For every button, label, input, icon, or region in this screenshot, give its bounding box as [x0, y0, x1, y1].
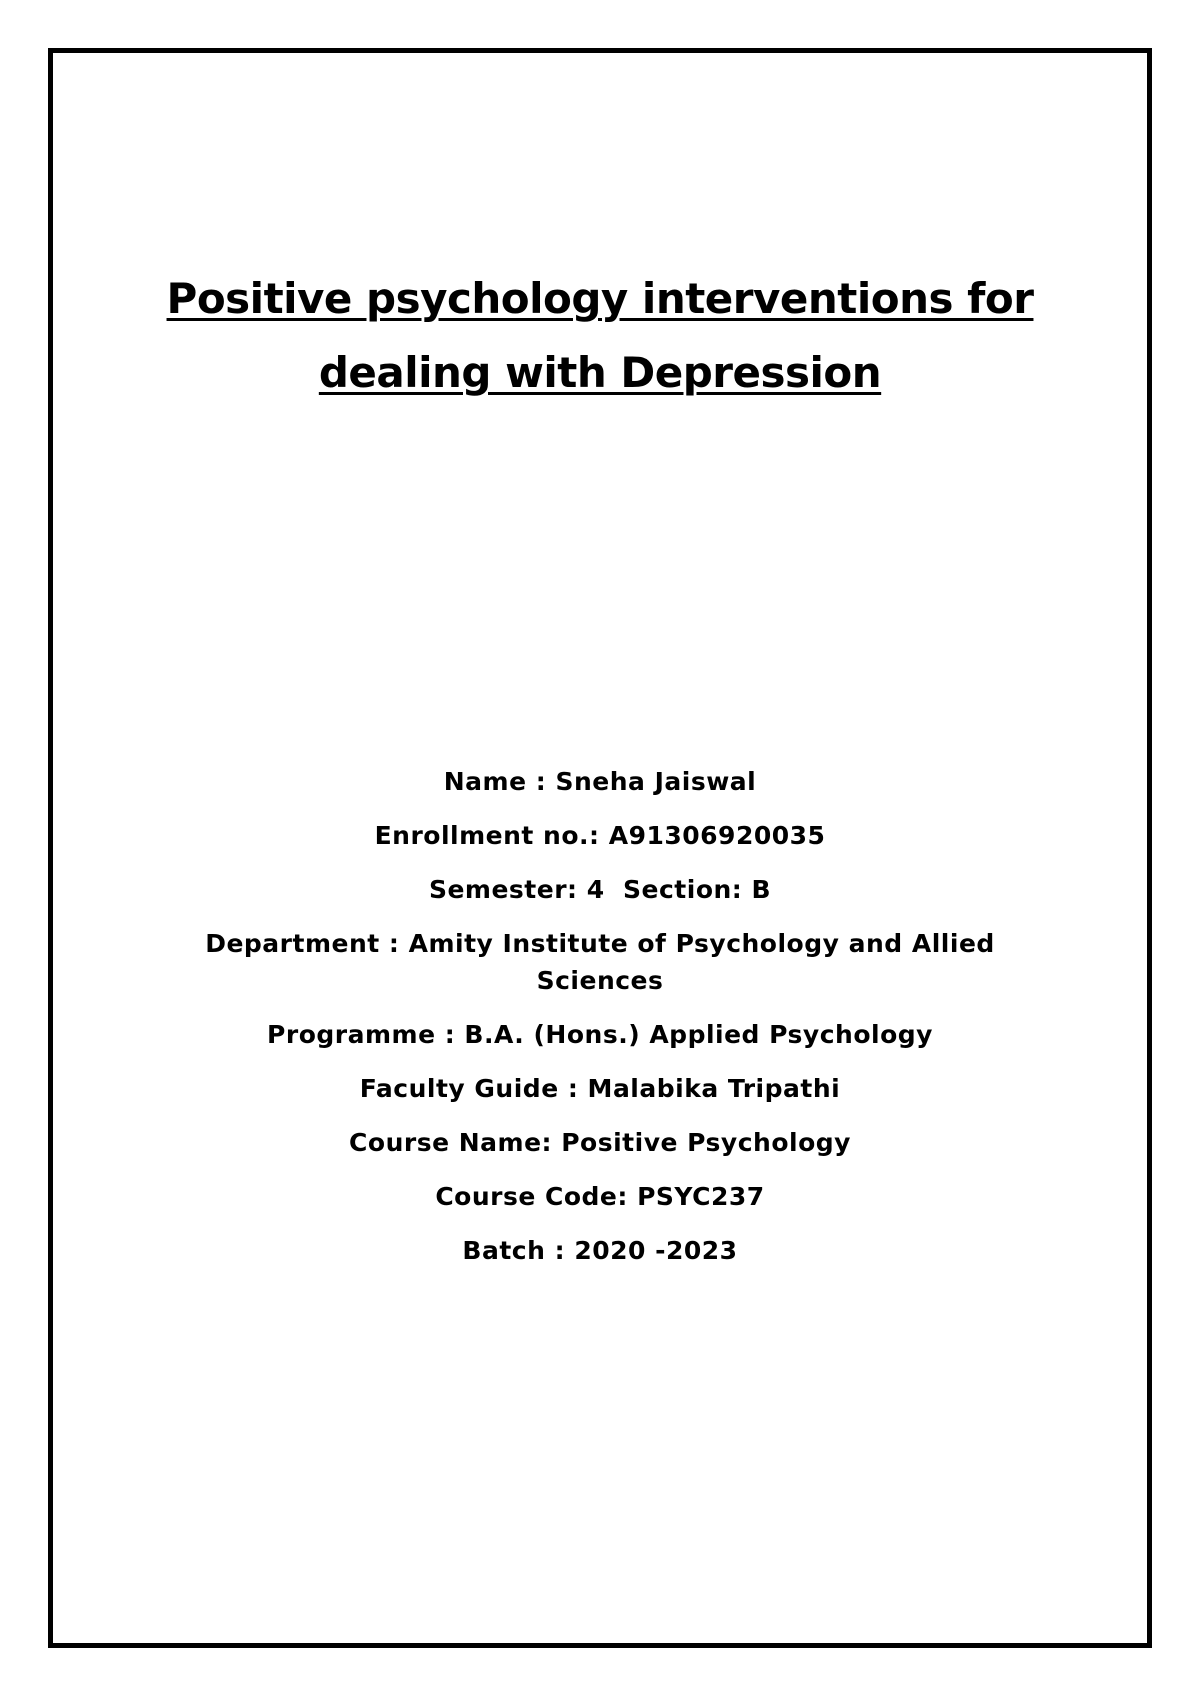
course-name: Course Name: Positive Psychology [349, 1128, 851, 1157]
title-line-2: dealing with Depression [318, 348, 882, 397]
semester-section: Semester: 4 Section: B [428, 875, 772, 904]
student-details [150, 763, 1050, 1286]
title-line-1: Positive psychology interventions for [166, 274, 1034, 323]
document-title [100, 262, 1100, 410]
programme: Programme : B.A. (Hons.) Applied Psychology [267, 1020, 933, 1049]
course-code: Course Code: PSYC237 [435, 1182, 765, 1211]
student-name: Name : Sneha Jaiswal [443, 767, 757, 796]
enrollment-number: Enrollment no.: A91306920035 [374, 821, 826, 850]
faculty-guide: Faculty Guide : Malabika Tripathi [359, 1074, 841, 1103]
department: Department : Amity Institute of Psychology and Allied Sciences [205, 929, 995, 995]
batch: Batch : 2020 -2023 [462, 1236, 738, 1265]
